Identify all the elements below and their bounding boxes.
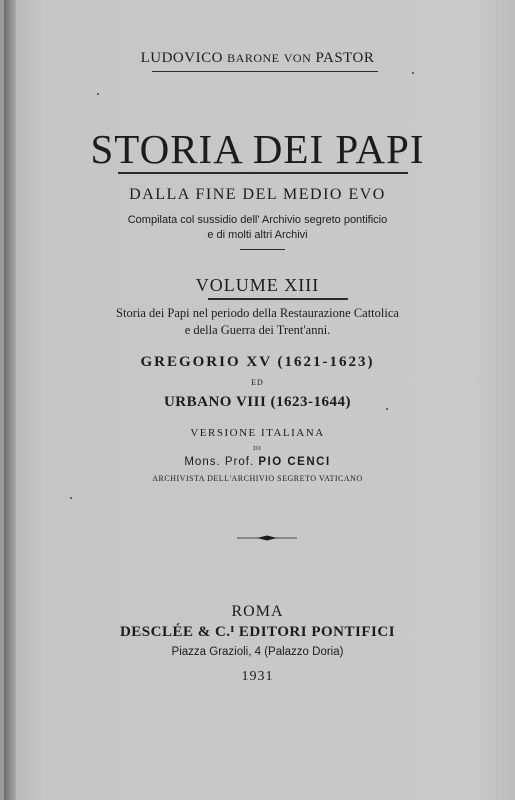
paper-speck [97, 93, 99, 95]
translator-prefix: Mons. Prof. [184, 456, 255, 468]
paper-speck [70, 497, 72, 499]
volume-number: VOLUME XIII [195, 275, 320, 295]
imprint-city: ROMA [231, 603, 284, 620]
short-divider [240, 249, 285, 250]
compiled-note-line1: Compilata col sussidio dell' Archivio segreto pontificio [127, 214, 388, 226]
version-label: VERSIONE ITALIANA [190, 427, 325, 439]
translator-role: ARCHIVISTA DELL'ARCHIVIO SEGRETO VATICANO [152, 474, 363, 483]
translator-name: PIO CENCI [258, 456, 331, 468]
author-line [0, 50, 515, 67]
title-underline [118, 172, 408, 174]
volume-description-line1: Storia dei Papi nel periodo della Restaurazione Cattolica [116, 306, 399, 320]
book-title: STORIA DEI PAPI [90, 126, 425, 172]
paper-speck [386, 408, 388, 410]
author-underline [152, 71, 378, 72]
ornament-divider-icon [237, 535, 297, 541]
author-surname: PASTOR [315, 50, 375, 66]
book-subtitle: DALLA FINE DEL MEDIO EVO [129, 186, 386, 203]
imprint-address: Piazza Grazioli, 4 (Palazzo Doria) [171, 646, 344, 658]
imprint-publisher: DESCLÉE & C.ᴵ EDITORI PONTIFICI [119, 624, 396, 640]
compiled-note-line2: e di molti altri Archivi [207, 229, 308, 241]
pope-urbano: URBANO VIII (1623-1644) [163, 394, 352, 410]
volume-underline [208, 298, 348, 300]
author-particle: VON [283, 51, 312, 65]
conjunction-ed: ED [251, 378, 264, 387]
by-label: DI [253, 445, 262, 452]
volume-description-line2: e della Guerra dei Trent'anni. [184, 323, 331, 337]
paper-speck [412, 72, 414, 74]
imprint-year: 1931 [241, 669, 274, 684]
translator-line [0, 456, 515, 468]
author-title: BARONE [227, 51, 280, 65]
author-first-name: LUDOVICO [140, 50, 223, 66]
pope-gregorio: GREGORIO XV (1621-1623) [140, 354, 375, 370]
